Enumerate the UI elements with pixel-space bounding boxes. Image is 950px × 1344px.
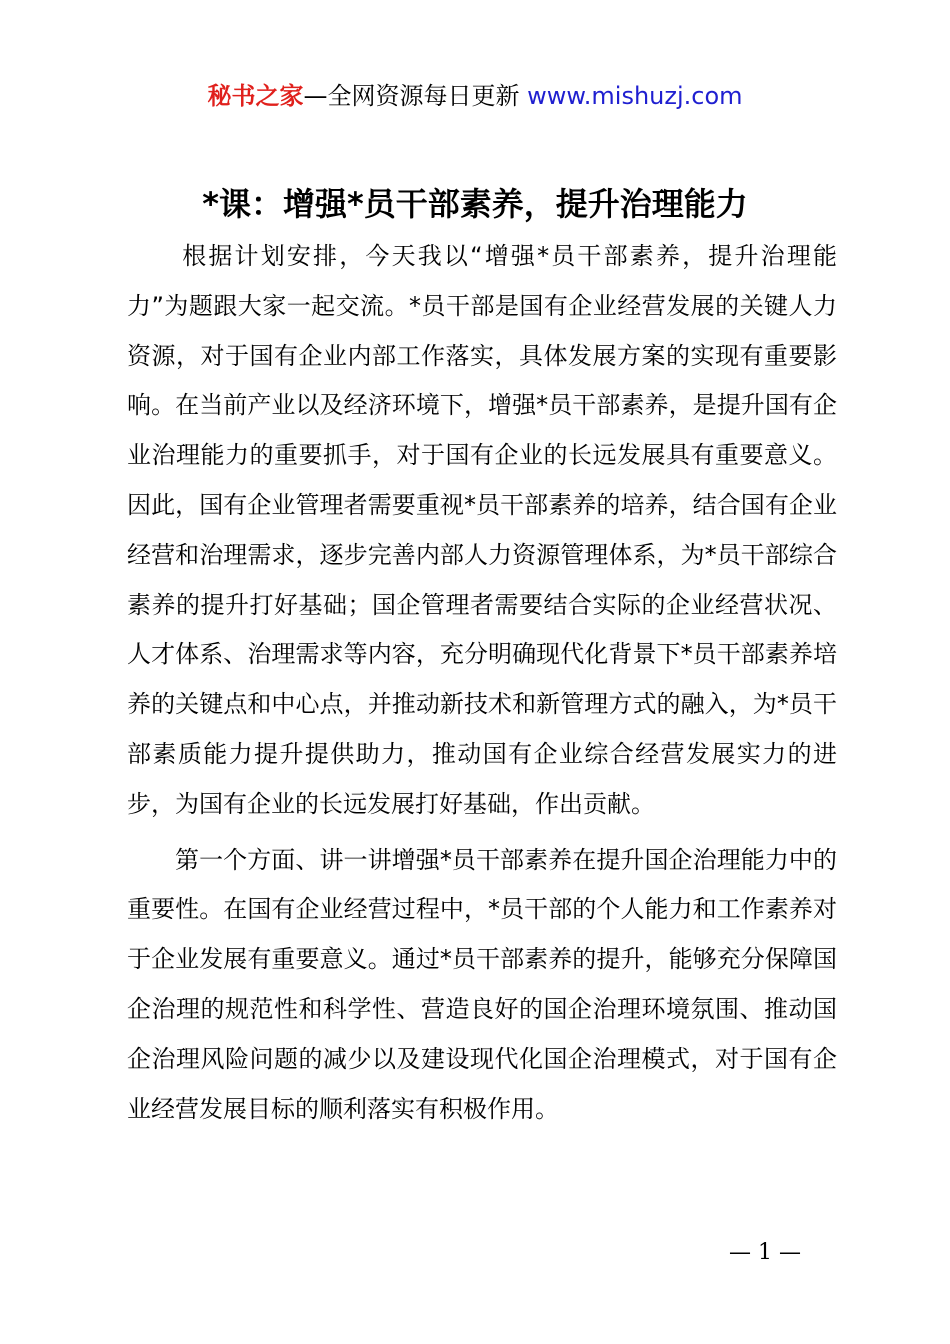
site-header <box>0 80 950 112</box>
document-title: *课：增强*员干部素养，提升治理能力 <box>202 185 748 223</box>
paragraph-2: 第一个方面、讲一讲增强*员干部素养在提升国企治理能力中的重要性。在国有企业经营过程中，*员干部的个人能力和工作素养对于企业发展有重要意义。通过*员干部素养的提升，能够充分保障国企治理的规范性和科学性、营造良好的国企治理环境氛围、推动国企治理风险问题的减少以及建设现代化国企治理模式，对于国有企业经营发展目标的顺利落实有积极作用。 <box>127 845 837 1123</box>
paragraph-1: 根据计划安排，今天我以“增强*员干部素养，提升治理能力”为题跟大家一起交流。*员干部是国有企业经营发展的关键人力资源，对于国有企业内部工作落实，具体发展方案的实现有重要影响。在当前产业以及经济环境下，增强*员干部素养，是提升国有企业治理能力的重要抓手，对于国有企业的长远发展具有重要意义。因此，国有企业管理者需要重视*员干部素养的培养，结合国有企业经营和治理需求，逐步完善内部人力资源管理体系，为*员干部综合素养的提升打好基础；国企管理者需要结合实际的企业经营状况、人才体系、治理需求等内容，充分明确现代化背景下*员干部素养培养的关键点和中心点，并推动新技术和新管理方式的融入，为*员干部素质能力提升提供助力，推动国有企业综合经营发展实力的进步，为国有企业的长远发展打好基础，作出贡献。 <box>127 242 837 818</box>
site-url[interactable]: www.mishuzj.com <box>527 82 743 110</box>
document-body <box>127 232 837 1134</box>
header-slogan: —全网资源每日更新 <box>303 82 520 110</box>
page-number: — 1 — <box>729 1240 801 1265</box>
brand-name: 秘书之家 <box>207 82 304 110</box>
